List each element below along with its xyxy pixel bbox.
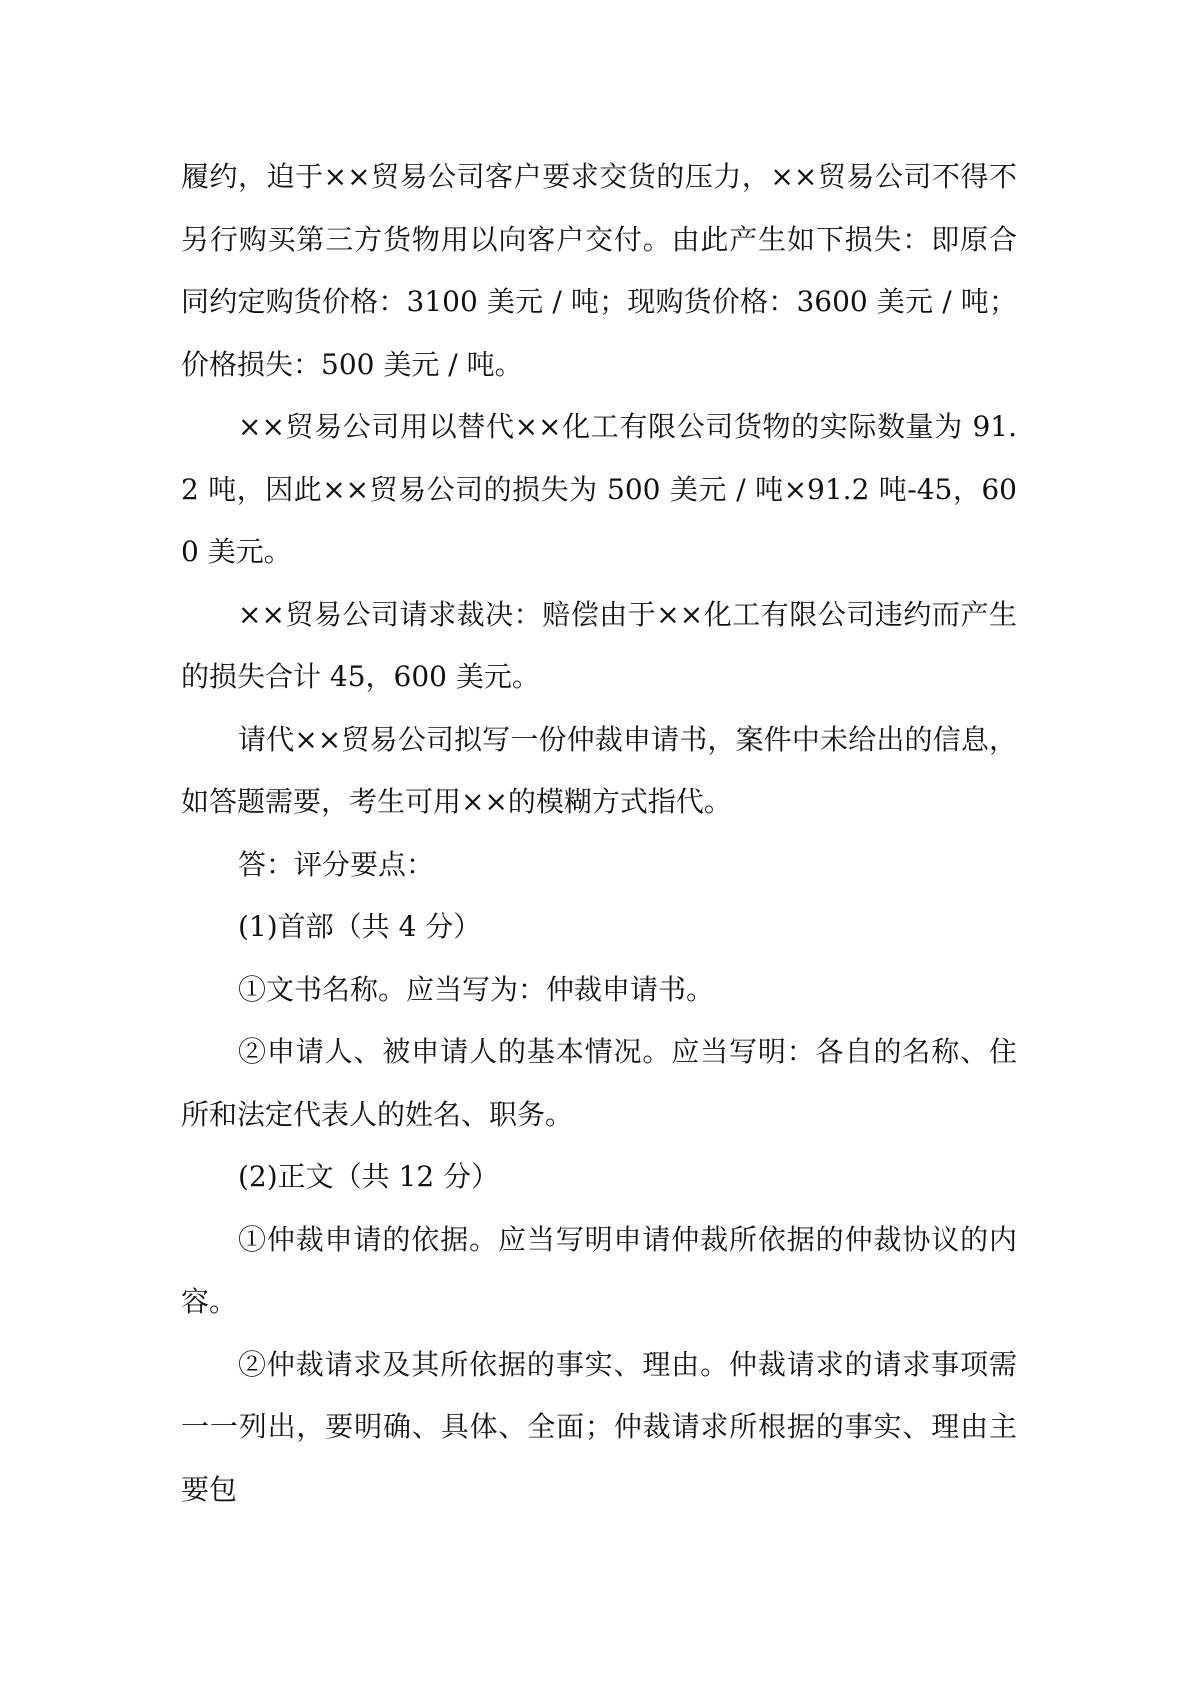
- paragraph-actual-quantity: ××贸易公司用以替代××化工有限公司货物的实际数量为 91.2 吨，因此××贸易公司的损失为 500 美元 / 吨×91.2 吨-45，600 美元。: [181, 410, 1017, 568]
- list-item-arbitration-basis: ①仲裁申请的依据。应当写明申请仲裁所依据的仲裁协议的内容。: [181, 1222, 1017, 1318]
- list-item-claims-facts: ②仲裁请求及其所依据的事实、理由。仲裁请求的请求事项需一一列出，要明确、具体、全面；仲裁请求所根据的事实、理由主要包: [181, 1347, 1017, 1506]
- document-body: [181, 146, 1017, 1521]
- list-item-party-info: ②申请人、被申请人的基本情况。应当写明：各自的名称、住所和法定代表人的姓名、职务。: [181, 1035, 1017, 1131]
- paragraph-task-instruction: 请代××贸易公司拟写一份仲裁申请书，案件中未给出的信息，如答题需要，考生可用××的模糊方式指代。: [181, 722, 1017, 818]
- section-heading-header: (1)首部（共 4 分）: [238, 910, 482, 943]
- list-item-document-title: ①文书名称。应当写为：仲裁申请书。: [238, 972, 715, 1006]
- paragraph-loss-description: 履约，迫于××贸易公司客户要求交货的压力，××贸易公司不得不另行购买第三方货物用以向客户交付。由此产生如下损失：即原合同约定购货价格：3100 美元 / 吨；现购货价格：3600 美元 / 吨；价格损失：500 美元 / 吨。: [181, 160, 1017, 381]
- paragraph-arbitration-request: ××贸易公司请求裁决：赔偿由于××化工有限公司违约而产生的损失合计 45，600 美元。: [181, 597, 1017, 693]
- section-heading-body: (2)正文（共 12 分）: [238, 1160, 500, 1193]
- paragraph-answer-heading: 答：评分要点：: [238, 847, 435, 881]
